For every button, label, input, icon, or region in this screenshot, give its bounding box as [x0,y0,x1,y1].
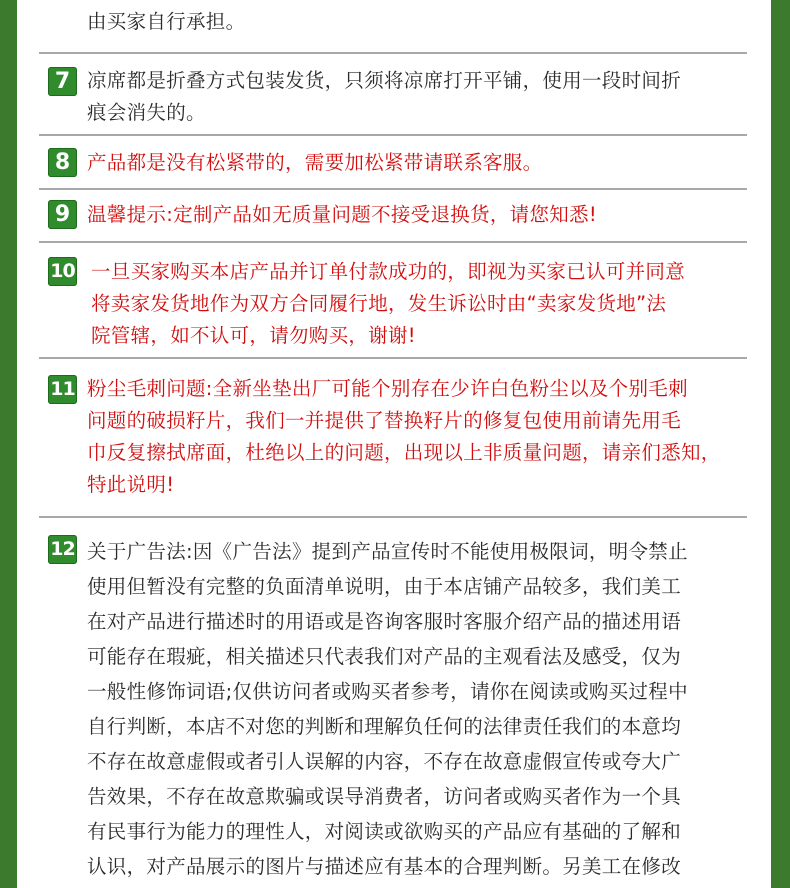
text-line: 在对产品进行描述时的用语或是咨询客服时客服介绍产品的描述用语 [87,610,682,633]
text-line: 自行判断，本店不对您的判断和理解负任何的法律责任我们的本意均 [87,715,682,738]
divider [39,516,747,518]
item-number-badge: 11 [48,375,77,404]
text-line: 可能存在瑕疵，相关描述只代表我们对产品的主观看法及感受，仅为 [87,645,682,668]
text-line: 一旦买家购买本店产品并订单付款成功的，即视为买家已认可并同意 [91,260,686,283]
notice-panel [17,0,771,888]
item-11-text [87,373,767,501]
text-line: 温馨提示:定制产品如无质量问题不接受退换货，请您知悉! [87,203,597,226]
item-number-badge: 8 [48,148,77,177]
text-line: 关于广告法:因《广告法》提到产品宣传时不能使用极限词，明令禁止 [87,540,688,563]
text-line: 认识，对产品展示的图片与描述应有基本的合理判断。另美工在修改 [87,855,682,878]
divider [39,357,747,359]
text-line: 特此说明! [87,473,175,496]
text-line: 将卖家发货地作为双方合同履行地，发生诉讼时由“卖家发货地”法 [91,292,667,315]
item-12-text [87,534,763,884]
divider [39,241,747,243]
item-number-badge: 12 [48,535,77,564]
item-9-text [87,199,763,231]
divider [39,188,747,190]
text-line: 院管辖，如不认可，请勿购买，谢谢! [91,324,416,347]
text-line: 凉席都是折叠方式包装发货，只须将凉席打开平铺，使用一段时间折 [87,69,682,92]
item-7-text [87,65,763,129]
text-line: 痕会消失的。 [87,101,206,124]
text-line: 一般性修饰词语;仅供访问者或购买者参考，请你在阅读或购买过程中 [87,680,688,703]
text-line: 粉尘毛刺问题:全新坐垫出厂可能个别存在少许白色粉尘以及个别毛刺 [87,377,688,400]
text-line: 巾反复擦拭席面，杜绝以上的问题，出现以上非质量问题，请亲们悉知， [87,441,721,464]
text-line: 不存在故意虚假或者引人误解的内容，不存在故意虚假宣传或夸大广 [87,750,682,773]
text-line: 告效果，不存在故意欺骗或误导消费者，访问者或购买者作为一个具 [87,785,682,808]
item-number-badge: 7 [48,67,77,96]
divider [39,52,747,54]
text-line: 问题的破损籽片，我们一并提供了替换籽片的修复包使用前请先用毛 [87,409,682,432]
item-8-text [87,147,763,179]
divider [39,134,747,136]
text-line: 有民事行为能力的理性人，对阅读或欲购买的产品应有基础的了解和 [87,820,682,843]
text-line: 产品都是没有松紧带的，需要加松紧带请联系客服。 [87,151,543,174]
text-line: 使用但暂没有完整的负面清单说明，由于本店铺产品较多，我们美工 [87,575,682,598]
item-number-badge: 9 [48,200,77,229]
item-10-text [91,256,767,352]
item-number-badge: 10 [48,257,77,286]
top-fragment: 由买家自行承担。 [87,10,246,33]
